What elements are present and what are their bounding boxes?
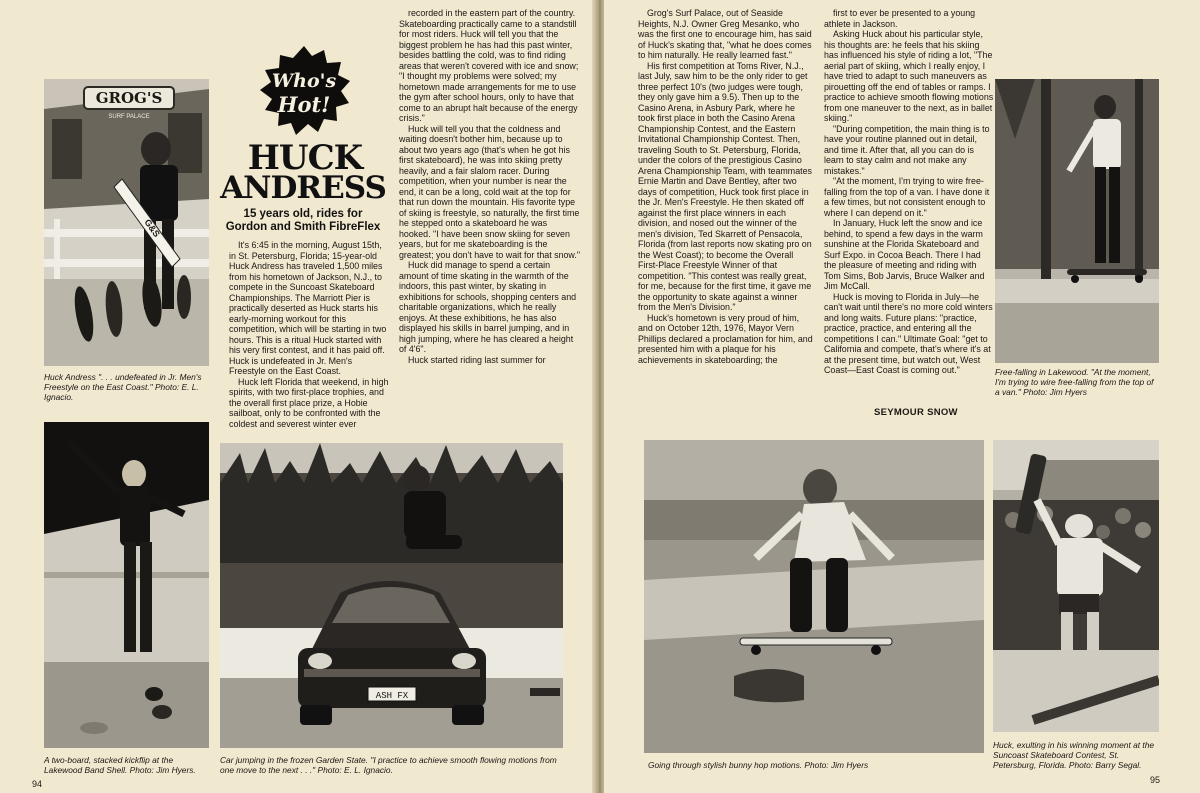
page-number-right: 95	[1150, 775, 1161, 785]
caption-photo1: Huck Andress ". . . undefeated in Jr. Men's Freestyle on the East Coast." Photo: E. L. Ignacio.	[44, 372, 202, 402]
whos-hot-badge	[256, 44, 352, 140]
article-column-2	[399, 8, 581, 365]
left-page	[0, 0, 596, 793]
article-paragraph: Huck left Florida that weekend, in high spirits, with two first-place trophies, and the overall first place prize, a Hobie sailboat, only to be confronted with the coldest and severest winter ever	[229, 376, 389, 429]
photo-car-jumping	[220, 443, 563, 748]
article-column-3	[638, 8, 814, 365]
caption-photo6: Huck, exulting in his winning moment at the Suncoast Skateboard Contest, St. Petersburg, Florida. Photo: Barry Segal.	[993, 740, 1155, 770]
page-number-left: 94	[32, 779, 43, 789]
article-column-1	[229, 240, 389, 429]
license-plate: ASH FX	[375, 691, 409, 701]
article-paragraph: "At the moment, I'm trying to wire free-falling from the top of a van. I have done it a few times, but not consistent enough to where I can depend on it."	[824, 176, 990, 218]
article-paragraph: Huck will tell you that the coldness and waiting doesn't bother him, because up to about two years ago (that's when he got his first skateboard), he was into skiing pretty heavily, and a fair slalom racer. During competition, when your number is near the end, it can be a long, cold wait at the top for that run down the mountain. His favorite type of skiing is freestyle, so naturally, the first time he stepped onto a skateboard he was hooked. "I have been snow skiing for seven years, but for me skateboarding is the greatest; you don't have to wait for that snow."	[399, 123, 580, 260]
article-paragraph: first to ever be presented to a young athlete in Jackson.	[824, 8, 976, 29]
headline-line2: ANDRESS	[220, 170, 386, 206]
article-paragraph: His first competition at Toms River, N.J., last July, saw him to be the only rider to get three perfect 10's (two judges were tough, they only gave him a 9.5). Then up to the Casino Arena, in Asbury Park, where he took first place in both the Casino Arena Championship Contest, and the Eastern Invitational Championship Contest. Then, traveling South to St. Petersburg, Florida, under the colors of the prestigious Casino Arena Championship Team, with teammates Ernie Martin and Dave Bentley, after two days of competition, Huck took first place in the Jr. Men's Freestyle. He then skated off against the first place winners in each division, and nosed out the winner of the men's division, Ted Skarrett of Pensacola, Florida (from last reports now skating pro on the West Coast); to become the Overall First-Place Freestyle Winner of that competition. "This contest was really great, for me, because for the first time, it gave me the opportunity to skate against a winner from the Men's Division."	[638, 60, 812, 312]
deck-line1: 15 years old, rides for	[243, 208, 363, 220]
caption-photo4: Free-falling in Lakewood. "At the moment, I'm trying to wire free-falling from the top of a van." Photo: Jim Hyers	[995, 367, 1154, 397]
caption-photo2: A two-board, stacked kickflip at the Lakewood Band Shell. Photo: Jim Hyers.	[44, 755, 196, 775]
photo-free-falling	[995, 79, 1159, 363]
article-paragraph: recorded in the eastern part of the country. Skateboarding practically came to a standstill for most riders. Huck will tell you that the biggest problem he has had this past winter, besides battling the cold, was to find riding areas that weren't covered with ice and snow; "I thought my problems were solved; my hometown made arrangements for me to use the gym after school hours, only to have that come to an abrupt halt because of the energy crisis."	[399, 8, 579, 123]
photo-bunny-hop	[644, 440, 984, 753]
deck-line2: Gordon and Smith FibreFlex	[225, 221, 381, 233]
byline: SEYMOUR SNOW	[874, 407, 958, 418]
article-column-4	[824, 8, 994, 376]
badge-line1: Who's	[271, 70, 337, 92]
sign-sub-text: SURF PALACE	[108, 114, 150, 120]
article-paragraph: In January, Huck left the snow and ice behind, to spend a few days in the warm sunshine at the Florida Skateboard and Surf Expo. in Cocoa Beach. There I had the pleasure of meeting and riding with Tom Sims, Bob Jarvis, Bruce Walker and Jim McCall.	[824, 218, 985, 291]
article-paragraph: Grog's Surf Palace, out of Seaside Heights, N.J. Owner Greg Mesanko, who was the first one to encourage him, has said of Huck's skating that, "what he does comes to him naturally. He really learned fast."	[638, 8, 812, 60]
article-paragraph: "During competition, the main thing is to have your routine planned out in detail, and time it. After that, all you can do is learn to stay calm and not make any mistakes."	[824, 123, 990, 176]
caption-photo3: Car jumping in the frozen Garden State. "I practice to achieve smooth flowing motions from one move to the next . . ." Photo: E. L. Ignacio.	[220, 755, 557, 775]
article-paragraph: Asking Huck about his particular style, his thoughts are: he feels that his skiing has influenced his style of riding a lot, "The aerial part of skiing, which I really enjoy, I have tried to adapt to such maneuvers as pirouetting off the end of tables or ramps. I practice to achieve smooth flowing motions from one maneuver to the next, as in ballet skiing."	[824, 29, 994, 123]
board-logo: G&S	[142, 217, 162, 239]
photo-exulting-winner	[993, 440, 1159, 732]
article-paragraph: Huck did manage to spend a certain amount of time skating in the warmth of the indoors, this past winter, by skating in exhibitions for schools, shopping centers and charitable organizations, which he really enjoys. At these exhibitions, he has also displayed his skills in barrel jumping, and in high jumping, where he has cleared a height of 4'6".	[399, 260, 577, 354]
photo-grogs-surf-palace	[44, 79, 209, 366]
article-paragraph: It's 6:45 in the morning, August 15th, in St. Petersburg, Florida; 15-year-old Huck Andress has traveled 1,500 miles from his hometown of Jackson, N.J., to compete in the Suncoast Skateboard Championships. The Marriott Pier is practically deserted as Huck starts his early-morning workout for this competition, which will be starting in two hours. This is a ritual Huck started with his very first contest, and it has paid off. Huck is undefeated in Jr. Men's Freestyle on the East Coast.	[229, 240, 387, 376]
article-paragraph: Huck started riding last summer for	[408, 354, 546, 365]
photo-two-board-kickflip	[44, 422, 209, 748]
badge-line2: Hot!	[277, 92, 331, 117]
right-page	[604, 0, 1200, 793]
headline-line1: HUCK	[247, 138, 363, 178]
article-paragraph: Huck is moving to Florida in July—he can't wait until there's no more cold winters and long waits. Future plans: "practice, practice, practice, and entering all the competitions I can." Ultimate Goal: "get to California and compete, that's where it's at at the present time, but watch out, West Coast—East Coast is coming out."	[824, 291, 993, 375]
sign-text: GROG'S	[95, 89, 163, 107]
article-paragraph: Huck's hometown is very proud of him, and on October 12th, 1976, Mayor Vern Phillips declared a proclamation for him, and presented him with a plaque for his achievements in skateboarding; the	[638, 312, 813, 365]
caption-photo5: Going through stylish bunny hop motions. Photo: Jim Hyers	[648, 760, 869, 770]
